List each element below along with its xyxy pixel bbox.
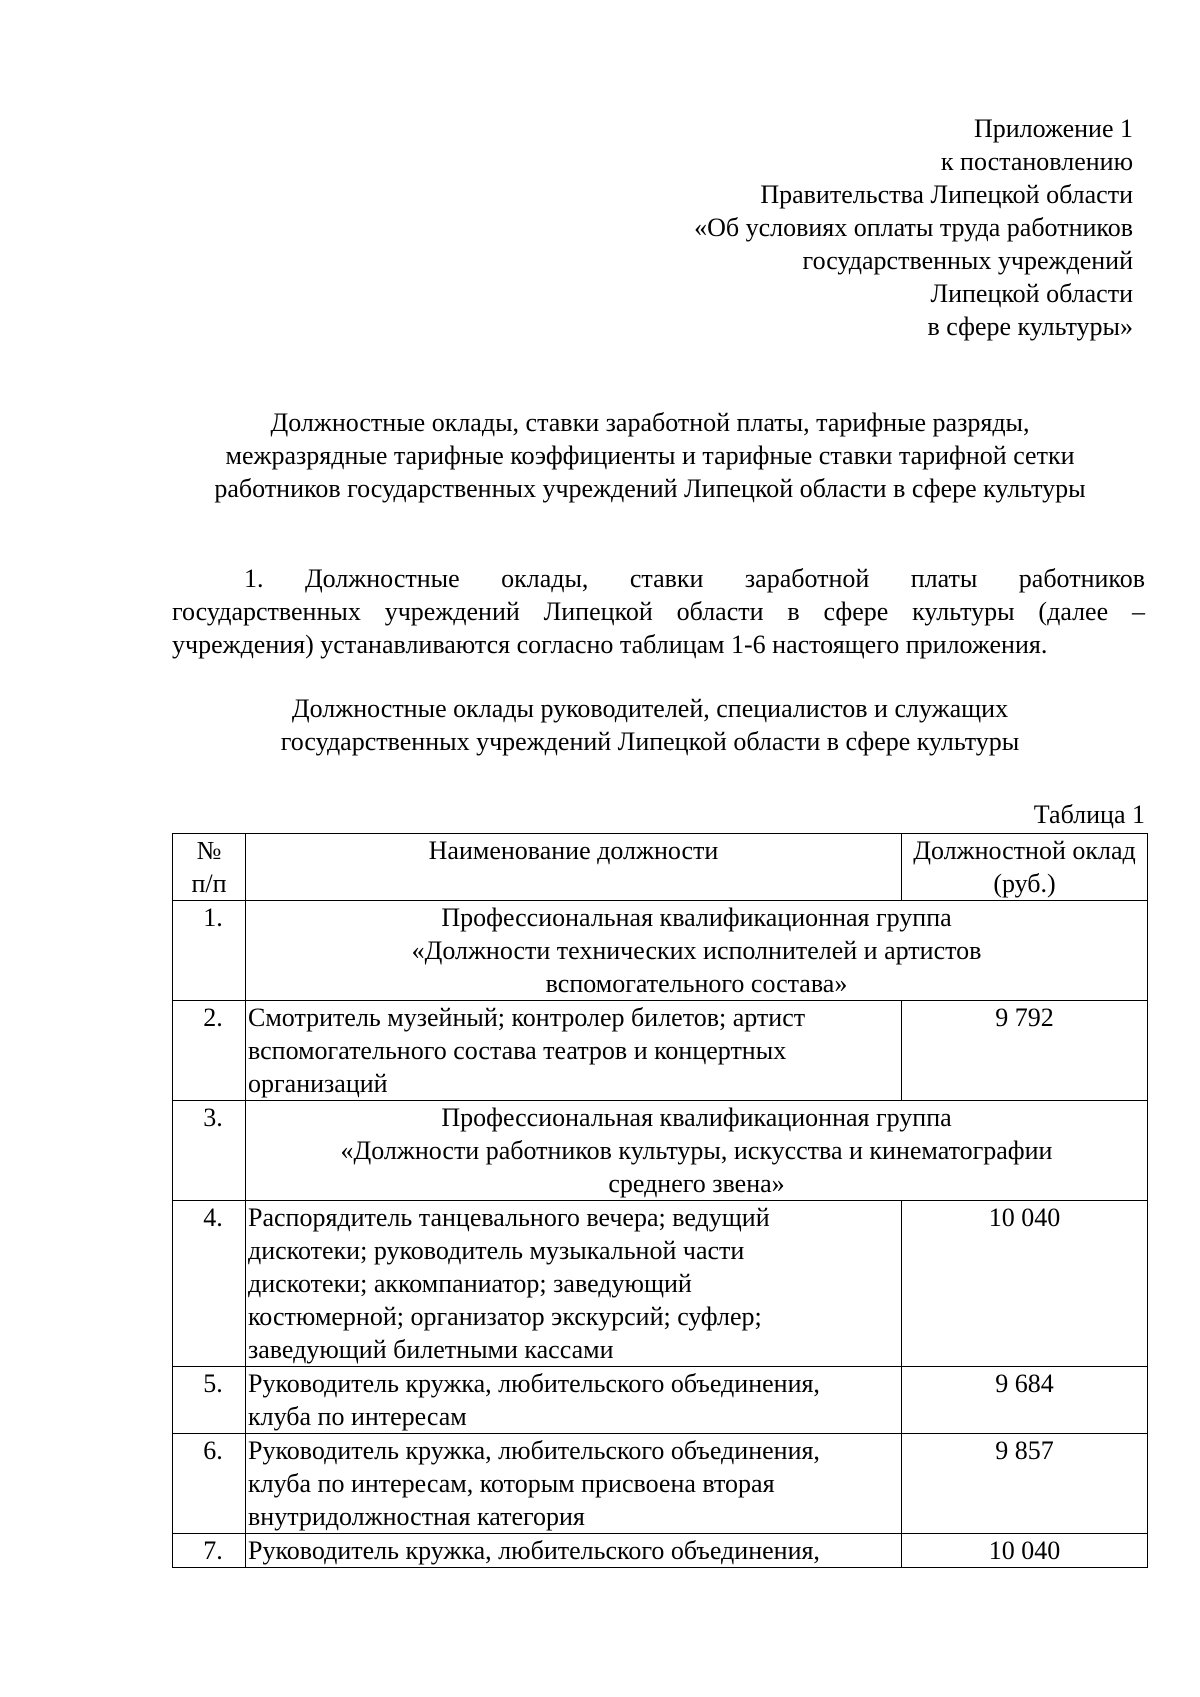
position-line: организаций xyxy=(248,1069,388,1098)
subtitle-line: Должностные оклады руководителей, специалистов и служащих xyxy=(291,694,1009,723)
paragraph-1 xyxy=(172,562,1145,661)
position-name xyxy=(246,1367,902,1434)
salary-value: 9 792 xyxy=(902,1001,1148,1101)
salary-table xyxy=(172,833,1148,1568)
position-name xyxy=(246,1434,902,1534)
row-number xyxy=(173,1101,246,1201)
position-line: дискотеки; руководитель музыкальной части xyxy=(248,1236,745,1265)
salary-value: 9 857 xyxy=(902,1434,1148,1534)
header-pay-line: Должностной оклад xyxy=(913,836,1136,865)
header-num xyxy=(173,834,246,901)
row-number xyxy=(173,901,246,1001)
table-header-row xyxy=(173,834,1148,901)
group-line: вспомогательного состава» xyxy=(545,969,848,998)
appendix-line: Липецкой области xyxy=(930,279,1133,308)
appendix-line: Правительства Липецкой области xyxy=(760,180,1133,209)
appendix-header xyxy=(694,112,1133,343)
title-line: межразрядные тарифные коэффициенты и тарифные ставки тарифной сетки xyxy=(225,441,1075,470)
row-number-text: 2. xyxy=(203,1003,223,1032)
position-line: Руководитель кружка, любительского объединения, xyxy=(248,1436,820,1465)
paragraph-line: государственных учреждений Липецкой области в сфере культуры (далее – xyxy=(172,597,1145,626)
paragraph-line: учреждения) устанавливаются согласно таблицам 1-6 настоящего приложения. xyxy=(172,630,1048,659)
row-number-text: 6. xyxy=(203,1436,223,1465)
position-line: клуба по интересам, которым присвоена вторая xyxy=(248,1469,775,1498)
position-name xyxy=(246,1001,902,1101)
row-number xyxy=(173,1001,246,1101)
header-name: Наименование должности xyxy=(246,834,902,901)
header-num-line: № xyxy=(196,836,222,865)
paragraph-line: 1. Должностные оклады, ставки заработной платы работников xyxy=(244,564,1145,593)
appendix-line: в сфере культуры» xyxy=(927,312,1133,341)
position-line: Смотритель музейный; контролер билетов; артист xyxy=(248,1003,806,1032)
row-number-text: 1. xyxy=(203,903,223,932)
group-title xyxy=(246,901,1148,1001)
group-title xyxy=(246,1101,1148,1201)
salary-value: 9 684 xyxy=(902,1367,1148,1434)
document-title xyxy=(160,406,1140,505)
position-line: дискотеки; аккомпаниатор; заведующий xyxy=(248,1269,692,1298)
appendix-line: к постановлению xyxy=(940,147,1133,176)
appendix-line: государственных учреждений xyxy=(802,246,1133,275)
header-pay xyxy=(902,834,1148,901)
row-number-text: 4. xyxy=(203,1203,223,1232)
row-number xyxy=(173,1534,246,1568)
row-number-text: 5. xyxy=(203,1369,223,1398)
position-name xyxy=(246,1534,902,1568)
header-num-line: п/п xyxy=(191,869,227,898)
group-line: среднего звена» xyxy=(608,1169,785,1198)
position-line: заведующий билетными кассами xyxy=(248,1335,614,1364)
appendix-line: «Об условиях оплаты труда работников xyxy=(694,213,1133,242)
position-line: внутридолжностная категория xyxy=(248,1502,585,1531)
group-line: Профессиональная квалификационная группа xyxy=(441,1103,952,1132)
row-number-text: 3. xyxy=(203,1103,223,1132)
position-line: костюмерной; организатор экскурсий; суфлер; xyxy=(248,1302,762,1331)
position-line: Руководитель кружка, любительского объединения, xyxy=(248,1536,820,1565)
table-row xyxy=(173,1434,1148,1534)
table-row xyxy=(173,1367,1148,1434)
table-row xyxy=(173,1001,1148,1101)
group-line: «Должности технических исполнителей и артистов xyxy=(411,936,982,965)
table-label: Таблица 1 xyxy=(1033,800,1145,829)
salary-value: 10 040 xyxy=(902,1201,1148,1367)
title-line: Должностные оклады, ставки заработной платы, тарифные разряды, xyxy=(270,408,1030,437)
table-row xyxy=(173,1534,1148,1568)
appendix-line: Приложение 1 xyxy=(973,114,1133,143)
group-line: «Должности работников культуры, искусства и кинематографии xyxy=(340,1136,1053,1165)
salary-value: 10 040 xyxy=(902,1534,1148,1568)
table-row xyxy=(173,1101,1148,1201)
position-name xyxy=(246,1201,902,1367)
row-number xyxy=(173,1434,246,1534)
table-subtitle xyxy=(160,692,1140,758)
position-line: вспомогательного состава театров и концертных xyxy=(248,1036,787,1065)
position-line: клуба по интересам xyxy=(248,1402,467,1431)
header-pay-line: (руб.) xyxy=(993,869,1056,898)
title-line: работников государственных учреждений Липецкой области в сфере культуры xyxy=(214,474,1086,503)
row-number xyxy=(173,1367,246,1434)
row-number-text: 7. xyxy=(203,1536,223,1565)
row-number xyxy=(173,1201,246,1367)
position-line: Руководитель кружка, любительского объединения, xyxy=(248,1369,820,1398)
position-line: Распорядитель танцевального вечера; ведущий xyxy=(248,1203,770,1232)
table-row xyxy=(173,1201,1148,1367)
table-row xyxy=(173,901,1148,1001)
subtitle-line: государственных учреждений Липецкой области в сфере культуры xyxy=(280,727,1020,756)
group-line: Профессиональная квалификационная группа xyxy=(441,903,952,932)
